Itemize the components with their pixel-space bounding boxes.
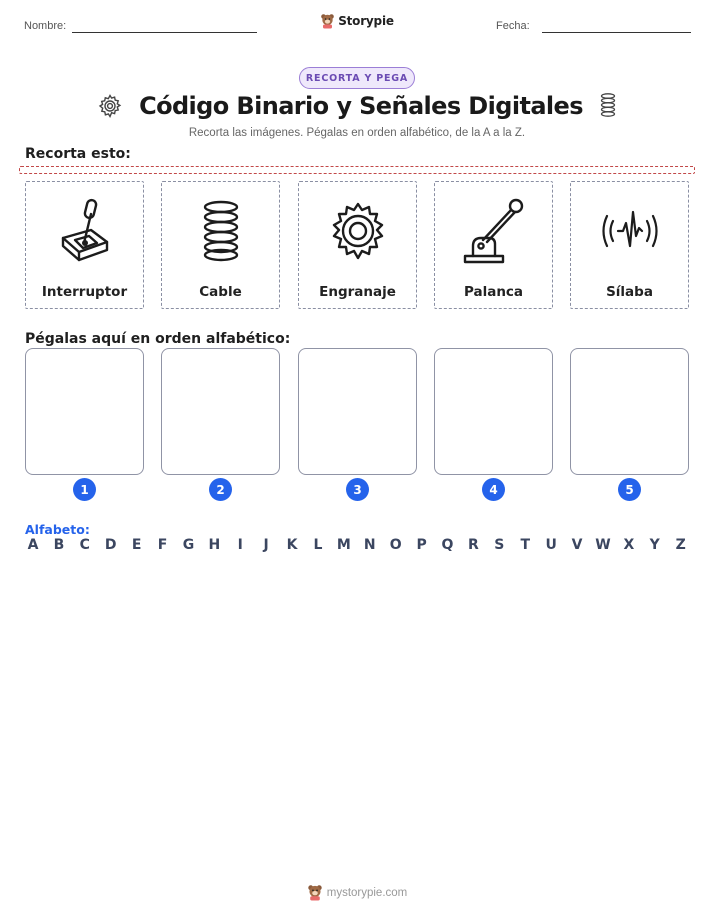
alphabet-letter: V xyxy=(571,537,583,553)
date-label: Fecha: xyxy=(496,20,530,32)
bear-mascot-icon xyxy=(307,884,323,901)
alphabet-letter: Z xyxy=(675,537,686,553)
alphabet-heading: Alfabeto: xyxy=(25,522,90,537)
alphabet-letter: M xyxy=(336,537,351,553)
cut-card-engranaje[interactable] xyxy=(298,181,417,309)
alphabet-letter: T xyxy=(520,537,530,553)
paste-box-1[interactable] xyxy=(25,348,144,475)
alphabet-letter: C xyxy=(79,537,90,553)
instructions: Recorta las imágenes. Pégalas en orden alfabético, de la A a la Z. xyxy=(188,127,526,139)
alphabet-letter: U xyxy=(545,537,557,553)
cut-card-interruptor[interactable] xyxy=(25,181,144,309)
alphabet-letter: B xyxy=(53,537,65,553)
storypie-logo xyxy=(0,13,714,29)
slot-number-5: 5 xyxy=(618,478,641,501)
cut-label-cable: Cable xyxy=(199,284,242,300)
paste-box-5[interactable] xyxy=(570,348,689,475)
paste-box-2[interactable] xyxy=(161,348,280,475)
activity-badge: RECORTA Y PEGA xyxy=(299,67,415,89)
alphabet-row xyxy=(25,537,689,553)
bear-mascot-icon xyxy=(320,13,335,29)
alphabet-letter: Q xyxy=(441,537,454,553)
cut-card-silaba[interactable] xyxy=(570,181,689,309)
logo-text: Storypie xyxy=(338,14,394,28)
cut-card-palanca[interactable] xyxy=(434,181,553,309)
alphabet-letter: X xyxy=(623,537,635,553)
footer xyxy=(0,884,714,901)
alphabet-letter: L xyxy=(313,537,323,553)
slot-number-1: 1 xyxy=(73,478,96,501)
alphabet-letter: A xyxy=(27,537,39,553)
alphabet-letter: S xyxy=(494,537,505,553)
gear-icon xyxy=(97,93,123,119)
gear-icon xyxy=(328,201,388,261)
alphabet-letter: K xyxy=(286,537,298,553)
paste-box-4[interactable] xyxy=(434,348,553,475)
name-label: Nombre: xyxy=(24,20,67,32)
paste-section-heading: Pégalas aquí en orden alfabético: xyxy=(25,331,291,347)
cut-line xyxy=(19,166,695,174)
alphabet-letter: N xyxy=(363,537,376,553)
page-title: Código Binario y Señales Digitales xyxy=(139,92,583,120)
name-field-line[interactable] xyxy=(72,32,257,33)
cut-card-cable[interactable] xyxy=(161,181,280,309)
alphabet-letter: Y xyxy=(649,537,660,553)
alphabet-letter: G xyxy=(182,537,195,553)
alphabet-letter: O xyxy=(389,537,402,553)
alphabet-letter: D xyxy=(104,537,117,553)
slot-number-4: 4 xyxy=(482,478,505,501)
joystick-switch-icon xyxy=(55,196,115,266)
alphabet-letter: W xyxy=(595,537,611,553)
alphabet-letter: H xyxy=(208,537,221,553)
alphabet-letter: F xyxy=(157,537,168,553)
cut-label-silaba: Sílaba xyxy=(606,284,653,300)
alphabet-letter: J xyxy=(263,537,269,553)
cut-label-palanca: Palanca xyxy=(463,284,524,300)
alphabet-letter: I xyxy=(237,537,243,553)
date-field-line[interactable] xyxy=(542,32,691,33)
alphabet-letter: P xyxy=(416,537,427,553)
title-row xyxy=(0,92,714,120)
cut-label-interruptor: Interruptor xyxy=(41,284,128,300)
slot-number-3: 3 xyxy=(346,478,369,501)
alphabet-letter: R xyxy=(468,537,479,553)
spring-icon xyxy=(599,92,617,120)
alphabet-letter: E xyxy=(131,537,142,553)
cut-section-heading: Recorta esto: xyxy=(25,146,131,162)
footer-link[interactable]: mystorypie.com xyxy=(326,886,408,899)
paste-box-3[interactable] xyxy=(298,348,417,475)
lever-icon xyxy=(459,196,529,266)
sound-wave-icon xyxy=(599,206,661,256)
slot-number-2: 2 xyxy=(209,478,232,501)
cut-label-engranaje: Engranaje xyxy=(319,284,396,300)
spring-coil-icon xyxy=(199,199,243,263)
